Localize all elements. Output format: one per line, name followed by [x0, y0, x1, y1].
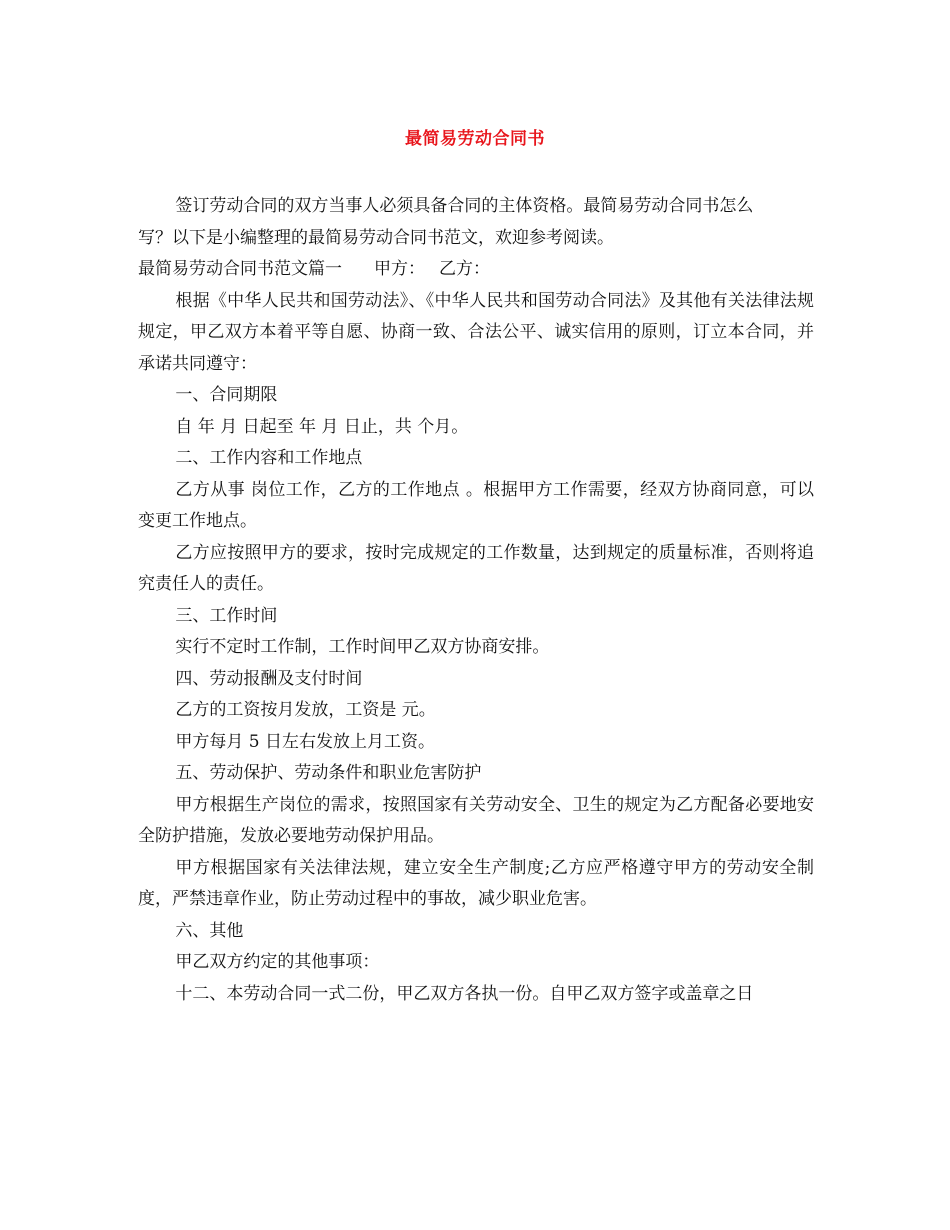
section-4-heading: 四、劳动报酬及支付时间: [175, 668, 363, 689]
section-6-paragraph-1: 甲乙双方约定的其他事项：: [175, 952, 380, 972]
section-5-paragraph-1: 甲方根据生产岗位的需求，按照国家有关劳动安全、卫生的规定为乙方配备必要地安全防护措施，发放必要地劳动保护用品。: [138, 794, 814, 846]
section-3-heading: 三、工作时间: [175, 605, 278, 626]
section-1-text: 自 年 月 日起至 年 月 日止，共 个月。: [175, 416, 469, 437]
section-3-text: 实行不定时工作制，工作时间甲乙双方协商安排。: [175, 637, 550, 657]
preamble-paragraph: 根据《中华人民共和国劳动法》、《中华人民共和国劳动合同法》及其他有关法律法规规定，甲乙双方本着平等自愿、协商一致、合法公平、诚实信用的原则，订立本合同，并承诺共同遵守：: [138, 290, 814, 374]
section-2-heading: 二、工作内容和工作地点: [175, 448, 363, 468]
party-a-label: 甲方：: [374, 259, 425, 279]
section-6-heading: 六、其他: [175, 920, 244, 941]
section-2-paragraph-2: 乙方应按照甲方的要求，按时完成规定的工作数量，达到规定的质量标准，否则将追究责任人的责任。: [138, 542, 814, 594]
document-body: [138, 191, 814, 1010]
section-2-paragraph-1: 乙方从事 岗位工作，乙方的工作地点 。根据甲方工作需要，经双方协商同意，可以变更工作地点。: [138, 479, 814, 531]
section-4-paragraph-1: 乙方的工资按月发放，工资是 元。: [175, 700, 436, 720]
sample-heading-line: [138, 254, 814, 286]
intro-line-2: 写？以下是小编整理的最简易劳动合同书范文，欢迎参考阅读。: [138, 227, 614, 248]
intro-line-1: 签订劳动合同的双方当事人必须具备合同的主体资格。最简易劳动合同书怎么: [175, 196, 754, 216]
sample-heading: 最简易劳动合同书范文篇一: [138, 259, 342, 279]
section-4-paragraph-2: 甲方每月 5 日左右发放上月工资。: [175, 731, 436, 752]
section-12-text: 十二、本劳动合同一式二份，甲乙双方各执一份。自甲乙双方签字或盖章之日: [175, 983, 754, 1004]
section-5-heading: 五、劳动保护、劳动条件和职业危害防护: [175, 763, 482, 783]
section-5-paragraph-2: 甲方根据国家有关法律法规，建立安全生产制度;乙方应严格遵守甲方的劳动安全制度，严禁违章作业，防止劳动过程中的事故，减少职业危害。: [138, 857, 814, 909]
party-b-label: 乙方：: [439, 259, 490, 279]
section-1-heading: 一、合同期限: [175, 385, 278, 405]
document-title: 最简易劳动合同书: [405, 129, 545, 149]
